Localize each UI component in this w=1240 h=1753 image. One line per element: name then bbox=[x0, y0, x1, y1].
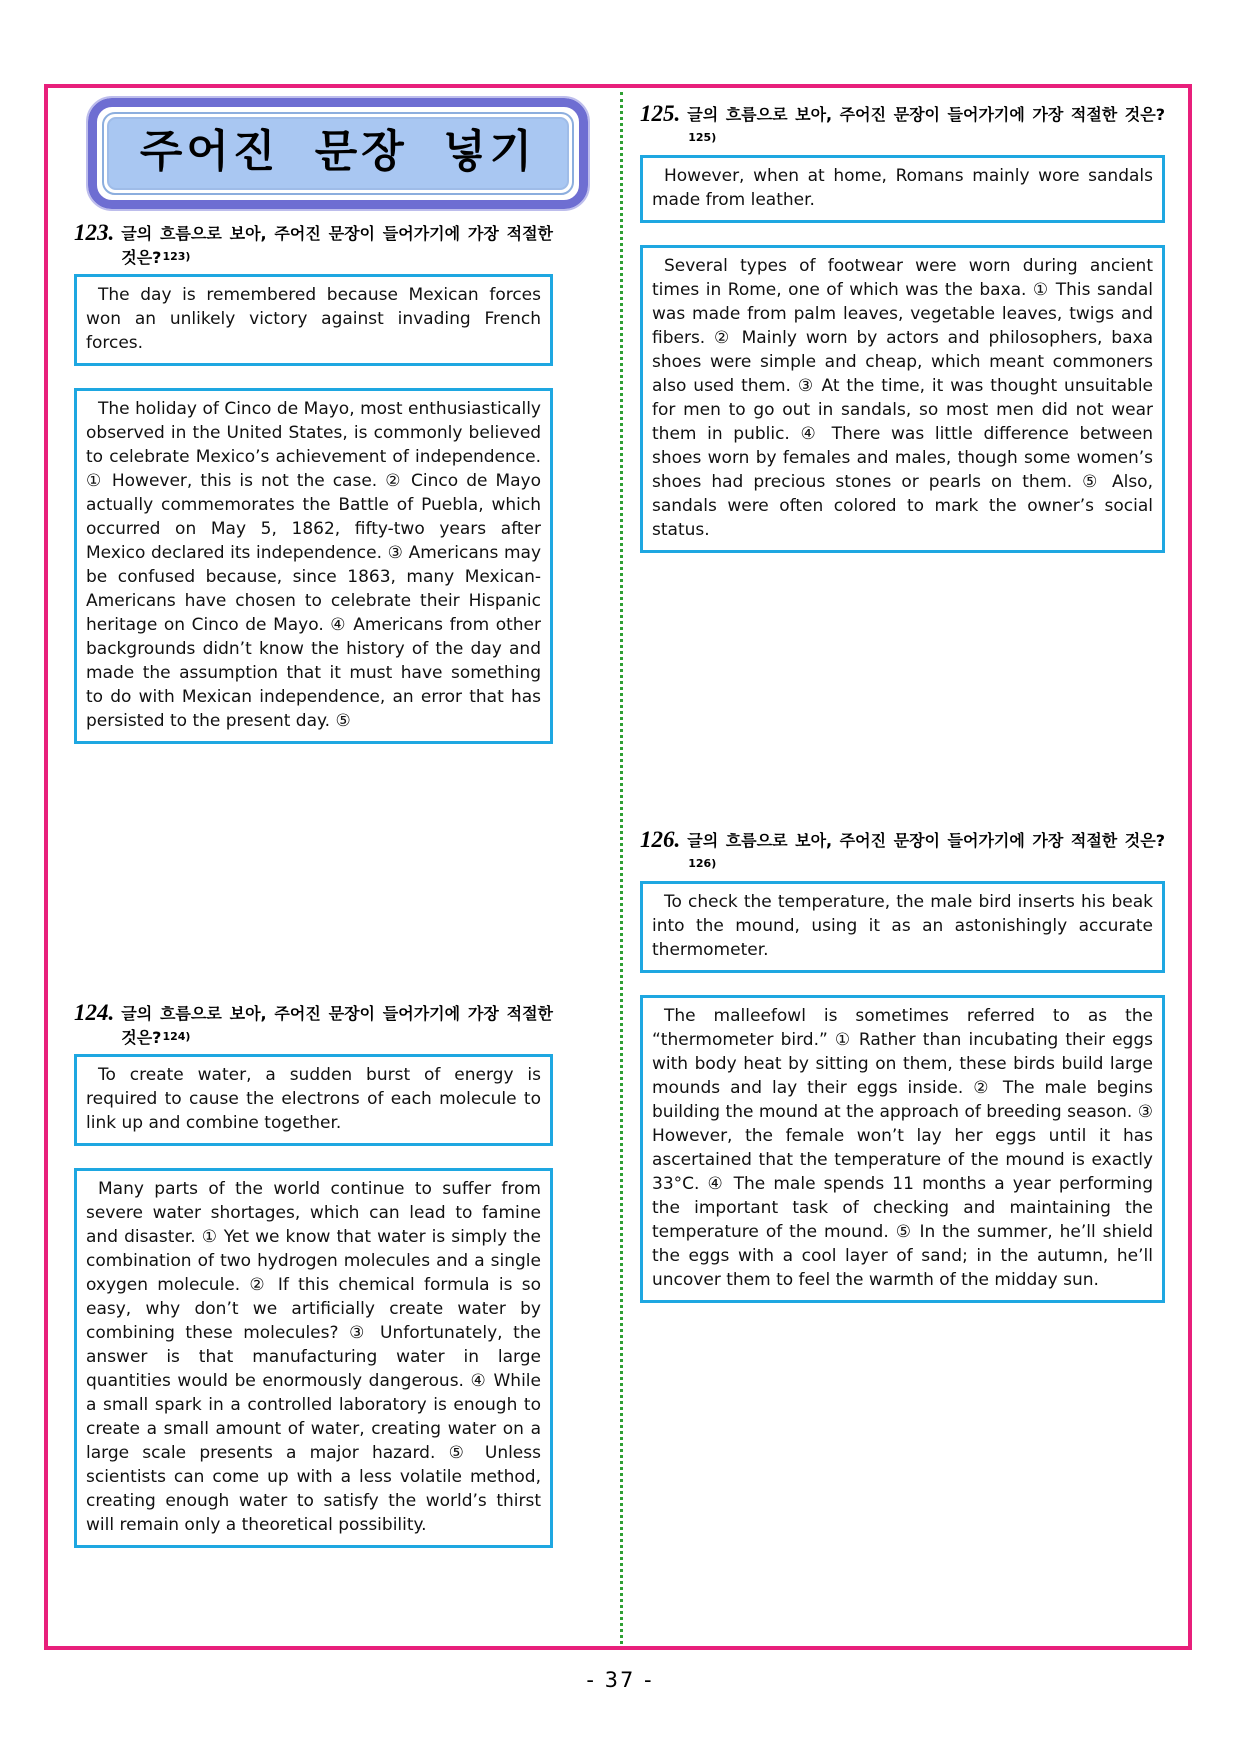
footnote-marker: 126) bbox=[688, 857, 717, 870]
page-title: 주어진 문장 넣기 bbox=[107, 117, 569, 190]
passage-box: The malleefowl is sometimes referred to as the “thermometer bird.” ① Rather than incubating their eggs with body heat by sitting on them, these birds build large mounds and lay their eggs inside. ② The male begins building the mound at the approach of breeding season. ③ However, the female won’t lay her eggs until it has ascertained that the temperature of the mound is exactly 33°C. ④ The male spends 11 months a year performing the important task of checking and maintaining the temperature of the mound. ⑤ In the summer, he’ll shield the eggs with a cool layer of sand; in the autumn, he’ll uncover them to feel the warmth of the midday sun. bbox=[640, 995, 1165, 1303]
given-sentence-box: To check the temperature, the male bird inserts his beak into the mound, using it as an astonishingly accurate thermometer. bbox=[640, 881, 1165, 973]
question-number: 123. bbox=[74, 220, 115, 245]
page-number: - 37 - bbox=[586, 1668, 654, 1692]
question-number: 126. bbox=[640, 827, 681, 852]
question-block-123 bbox=[74, 222, 553, 744]
title-banner-inner bbox=[102, 112, 574, 195]
passage-box: The holiday of Cinco de Mayo, most enthusiastically observed in the United States, is commonly believed to celebrate Mexico’s achievement of independence. ① However, this is not the case. ② Cinco de Mayo actually commemorates the Battle of Puebla, which occurred on May 5, 1862, fifty-two years after Mexico declared its independence. ③ Americans may be confused because, since 1863, many Mexican-Americans have chosen to celebrate their Hispanic heritage on Cinco de Mayo. ④ Americans from other backgrounds didn’t know the history of the day and made the assumption that it must have something to do with Mexican independence, an error that has persisted to the present day. ⑤ bbox=[74, 388, 553, 744]
passage-box: Several types of footwear were worn during ancient times in Rome, one of which was the baxa. ① This sandal was made from palm leaves, vegetable leaves, twigs and fibers. ② Mainly worn by actors and philosophers, baxa shoes were simple and cheap, which meant commoners also used them. ③ At the time, it was thought unsuitable for men to go out in sandals, so most men did not wear them in public. ④ There was little difference between shoes worn by females and males, though some women’s shoes had precious stones or pearls on them. ⑤ Also, sandals were often colored to mark the owner’s social status. bbox=[640, 245, 1165, 553]
question-block-126 bbox=[640, 829, 1165, 1303]
given-sentence-box: To create water, a sudden burst of energy is required to cause the electrons of each molecule to link up and combine together. bbox=[74, 1054, 553, 1146]
question-prompt bbox=[687, 829, 1165, 876]
footnote-marker: 123) bbox=[162, 250, 191, 263]
question-prompt-text: 글의 흐름으로 보아, 주어진 문장이 들어가기에 가장 적절한 것은? bbox=[121, 1004, 553, 1047]
column-divider bbox=[620, 92, 623, 1644]
question-header bbox=[640, 103, 1165, 150]
passage-box: Many parts of the world continue to suffer from severe water shortages, which can lead to famine and disaster. ① Yet we know that water is simply the combination of two hydrogen molecules and a single oxygen molecule. ② If this chemical formula is so easy, why don’t we artificially create water by combining these molecules? ③ Unfortunately, the answer is that manufacturing water in large quantities would be enormously dangerous. ④ While a small spark in a controlled laboratory is enough to create a small amount of water, creating water on a large scale presents a major hazard. ⑤ Unless scientists can come up with a less volatile method, creating enough water to satisfy the world’s thirst will remain only a theoretical possibility. bbox=[74, 1168, 553, 1548]
question-block-125 bbox=[640, 103, 1165, 553]
question-number: 125. bbox=[640, 101, 681, 126]
question-prompt bbox=[121, 222, 553, 269]
given-sentence-box: However, when at home, Romans mainly wore sandals made from leather. bbox=[640, 155, 1165, 223]
question-prompt bbox=[687, 103, 1165, 150]
right-column bbox=[640, 103, 1165, 1303]
footnote-marker: 124) bbox=[162, 1030, 191, 1043]
question-prompt-text: 글의 흐름으로 보아, 주어진 문장이 들어가기에 가장 적절한 것은? bbox=[687, 831, 1165, 850]
question-header bbox=[74, 1002, 553, 1049]
question-block-124 bbox=[74, 1002, 553, 1548]
question-prompt-text: 글의 흐름으로 보아, 주어진 문장이 들어가기에 가장 적절한 것은? bbox=[121, 224, 553, 267]
footnote-marker: 125) bbox=[688, 131, 717, 144]
given-sentence-box: The day is remembered because Mexican forces won an unlikely victory against invading French forces. bbox=[74, 274, 553, 366]
title-banner bbox=[88, 98, 588, 209]
question-prompt bbox=[121, 1002, 553, 1049]
question-prompt-text: 글의 흐름으로 보아, 주어진 문장이 들어가기에 가장 적절한 것은? bbox=[687, 105, 1165, 124]
question-number: 124. bbox=[74, 1000, 115, 1025]
question-header bbox=[640, 829, 1165, 876]
question-header bbox=[74, 222, 553, 269]
left-column bbox=[74, 222, 553, 1548]
